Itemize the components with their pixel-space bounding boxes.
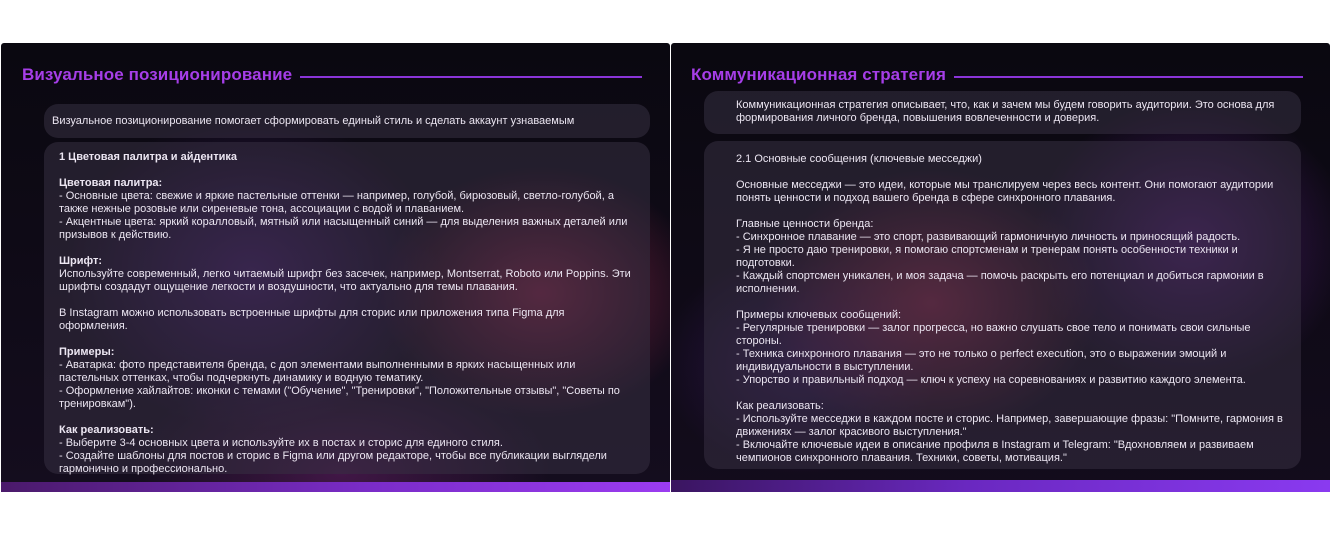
values-line: - Каждый спортсмен уникален, и моя задача — помочь раскрыть его потенциал и добиться гармонии в: [736, 270, 1264, 282]
title-underline: [954, 76, 1303, 78]
examples-line: пастельных оттенках, чтобы подчеркнуть динамику и водную тематику.: [59, 372, 424, 384]
examples-line: - Регулярные тренировки — залог прогресса, но важно слушать свое тело и понимать свои сильные: [736, 322, 1251, 334]
section-title-block: [736, 153, 1293, 166]
values-line: - Я не просто даю тренировки, я помогаю спортсменам и тренерам понять особенности техники и: [736, 244, 1238, 256]
intro-text: Визуальное позиционирование помогает сформировать единый стиль и сделать аккаунт узнаваемым: [52, 115, 575, 127]
howto-heading: Как реализовать:: [736, 400, 824, 412]
palette-line: призывов к действию.: [59, 229, 172, 241]
howto-block: [736, 400, 1293, 465]
section-title: 2.1 Основные сообщения (ключевые месседжи): [736, 153, 982, 165]
examples-line: - Оформление хайлайтов: иконки с темами ("Обучение", "Тренировки", "Положительные отзывы", "Советы по: [59, 385, 620, 397]
palette-block: [59, 177, 642, 242]
examples-line: - Упорство и правильный подход — ключ к успеху на соревнованиях и развитию каждого элемента.: [736, 374, 1246, 386]
slide-visual-positioning: [1, 43, 670, 492]
palette-heading: Цветовая палитра:: [59, 177, 163, 189]
intro-card: [44, 104, 650, 138]
font-heading: Шрифт:: [59, 255, 103, 267]
howto-line: - Используйте месседжи в каждом посте и сторис. Например, завершающие фразы: "Помните, гармония в: [736, 413, 1283, 425]
font-block: [59, 255, 642, 294]
messages-line: Основные месседжи — это идеи, которые мы транслируем через весь контент. Они помогают аудитории: [736, 179, 1274, 191]
howto-block: [59, 424, 642, 476]
slide-title: Коммуникационная стратегия: [691, 65, 946, 84]
instagram-block: [59, 307, 642, 333]
howto-line: - Создайте шаблоны для постов и сторис в Figma или другом редакторе, чтобы все публикации выглядели: [59, 450, 607, 462]
examples-line: - Техника синхронного плавания — это не только о perfect execution, это о выражении эмоций и: [736, 348, 1227, 360]
values-line: подготовки.: [736, 257, 795, 269]
examples-line: стороны.: [736, 335, 782, 347]
title-underline: [300, 76, 642, 78]
font-line: Используйте современный, легко читаемый шрифт без засечек, например, Montserrat, Roboto или Poppins. Эти: [59, 268, 631, 280]
slide-heading-row: [691, 65, 1303, 85]
palette-line: - Акцентные цвета: яркий коралловый, мятный или насыщенный синий — для выделения важных деталей или: [59, 216, 628, 228]
examples-line: тренировкам").: [59, 398, 136, 410]
bottom-accent-bar: [671, 480, 1330, 492]
slide-title: Визуальное позиционирование: [22, 65, 293, 84]
values-line: - Синхронное плавание — это спорт, развивающий гармоничную личность и приносящий радость.: [736, 231, 1241, 243]
instagram-line: оформления.: [59, 320, 128, 332]
examples-heading: Примеры ключевых сообщений:: [736, 309, 902, 321]
palette-line: также нежные розовые или сиреневые тона, ассоциации с водой и плаванием.: [59, 203, 465, 215]
slide-communication-strategy: [671, 43, 1330, 492]
howto-line: гармонично и профессионально.: [59, 463, 228, 475]
examples-block: [736, 309, 1293, 387]
howto-line: - Включайте ключевые идеи в описание профиля в Instagram и Telegram: "Вдохновляем и развиваем: [736, 439, 1254, 451]
section-title-block: [59, 151, 642, 164]
messages-line: понять ценности и подход вашего бренда в сфере синхронного плавания.: [736, 192, 1116, 204]
palette-line: - Основные цвета: свежие и яркие пастельные оттенки — например, голубой, бирюзовый, светло-голубой, а: [59, 190, 614, 202]
instagram-line: В Instagram можно использовать встроенные шрифты для сторис или приложения типа Figma для: [59, 307, 565, 319]
examples-block: [59, 346, 642, 411]
intro-card: [704, 91, 1301, 134]
examples-heading: Примеры:: [59, 346, 115, 358]
howto-line: движениях — залог красивого выступления.": [736, 426, 967, 438]
content-card: [44, 142, 650, 474]
intro-line: формирования личного бренда, повышения вовлеченности и доверия.: [736, 112, 1100, 124]
bottom-accent-bar: [1, 482, 670, 492]
messages-block: [736, 179, 1293, 205]
values-heading: Главные ценности бренда:: [736, 218, 874, 230]
values-block: [736, 218, 1293, 296]
examples-line: индивидуальности в выступлении.: [736, 361, 914, 373]
slide-heading-row: [22, 65, 642, 85]
howto-heading: Как реализовать:: [59, 424, 154, 436]
section-title: 1 Цветовая палитра и айдентика: [59, 151, 237, 163]
values-line: исполнении.: [736, 283, 800, 295]
font-line: шрифты создадут ощущение легкости и воздушности, что актуально для темы плавания.: [59, 281, 518, 293]
howto-line: - Выберите 3-4 основных цвета и используйте их в постах и сторис для единого стиля.: [59, 437, 503, 449]
howto-line: чемпионов синхронного плавания. Техники, советы, мотивация.": [736, 452, 1067, 464]
content-card: [704, 141, 1301, 469]
examples-line: - Аватарка: фото представителя бренда, с доп элементами выполненными в ярких насыщенных или: [59, 359, 576, 371]
intro-line: Коммуникационная стратегия описывает, что, как и зачем мы будем говорить аудитории. Это основа для: [736, 99, 1275, 111]
